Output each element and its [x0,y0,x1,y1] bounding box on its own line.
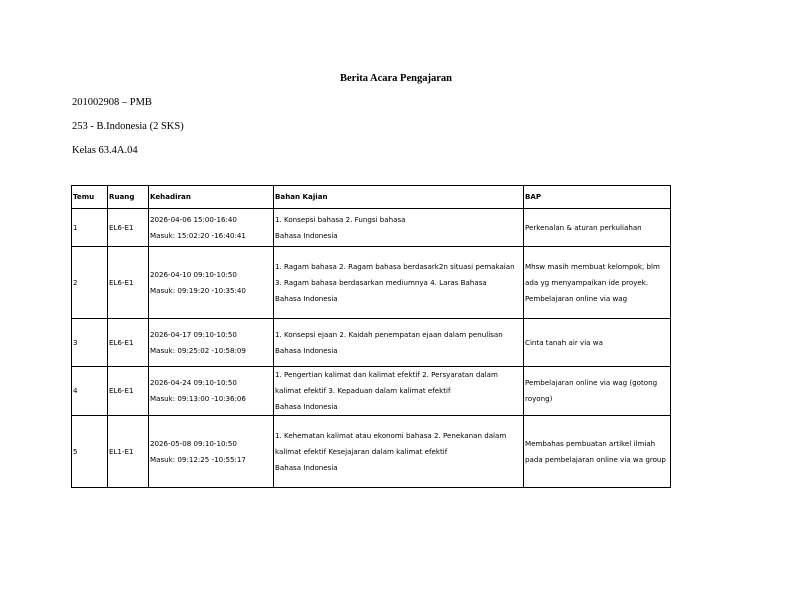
cell-bahan-kajian [274,367,524,416]
schedule-time: 2026-04-17 09:10-10:50 [150,329,237,339]
topic-text: 1. Konsepsi bahasa 2. Fungsi bahasa [275,214,406,224]
cell-bap: Membahas pembuatan artikel ilmiah pada pembelajaran online via wa group [524,416,671,488]
cell-ruang: EL6-E1 [108,319,149,367]
teaching-record-table [71,185,671,488]
checkin-time: Masuk: 09:25:02 -10:58:09 [150,345,246,355]
header-bahan-kajian: Bahan Kajian [274,186,524,209]
cell-bap: Perkenalan & aturan perkuliahan [524,209,671,247]
cell-kehadiran [149,209,274,247]
cell-temu: 1 [72,209,108,247]
schedule-time: 2026-04-10 09:10-10:50 [150,269,237,279]
cell-temu: 3 [72,319,108,367]
subject-text: Bahasa Indonesia [275,402,338,411]
topic-text: 1. Ragam bahasa 2. Ragam bahasa berdasark2n situasi pemakaian 3. Ragam bahasa berdasarkan mediumnya 4. Laras Bahasa [275,261,515,287]
header-ruang: Ruang [108,186,149,209]
cell-ruang: EL1-E1 [108,416,149,488]
header-bap: BAP [524,186,671,209]
checkin-time: Masuk: 09:13:00 -10:36:06 [150,394,246,403]
lecturer-code: 201002908 – PMB [72,97,152,108]
table-row [72,416,671,488]
cell-temu: 5 [72,416,108,488]
table-row [72,319,671,367]
cell-bap: Mhsw masih membuat kelompok, blm ada yg menyampaikan ide proyek. Pembelajaran online via wag [524,247,671,319]
checkin-time: Masuk: 09:12:25 -10:55:17 [150,454,246,464]
topic-text: 1. Konsepsi ejaan 2. Kaidah penempatan ejaan dalam penulisan [275,329,503,339]
schedule-time: 2026-04-06 15:00-16:40 [150,214,237,224]
subject-text: Bahasa Indonesia [275,462,338,472]
checkin-time: Masuk: 09:19:20 -10:35:40 [150,285,246,295]
table-row [72,367,671,416]
cell-bahan-kajian [274,209,524,247]
topic-text: 1. Pengertian kalimat dan kalimat efektif 2. Persyaratan dalam kalimat efektif 3. Kepaduan dalam kalimat efektif [275,370,498,395]
cell-kehadiran [149,247,274,319]
topic-text: 1. Kehematan kalimat atau ekonomi bahasa 2. Penekanan dalam kalimat efektif Kesejajaran dalam kalimat efektif [275,430,507,456]
cell-bahan-kajian [274,247,524,319]
header-temu: Temu [72,186,108,209]
cell-bahan-kajian [274,416,524,488]
cell-ruang: EL6-E1 [108,367,149,416]
cell-bahan-kajian [274,319,524,367]
cell-temu: 4 [72,367,108,416]
subject-text: Bahasa Indonesia [275,230,338,240]
course-name: 253 - B.Indonesia (2 SKS) [72,121,184,132]
cell-ruang: EL6-E1 [108,209,149,247]
table-header-row [72,186,671,209]
header-kehadiran: Kehadiran [149,186,274,209]
cell-bap: Cinta tanah air via wa [524,319,671,367]
table-row [72,247,671,319]
subject-text: Bahasa Indonesia [275,293,338,303]
cell-bap: Pembelajaran online via wag (gotong royong) [524,367,671,416]
cell-kehadiran [149,367,274,416]
cell-temu: 2 [72,247,108,319]
schedule-time: 2026-04-24 09:10-10:50 [150,378,237,387]
cell-ruang: EL6-E1 [108,247,149,319]
document-title: Berita Acara Pengajaran [340,73,452,84]
table-row [72,209,671,247]
cell-kehadiran [149,416,274,488]
cell-kehadiran [149,319,274,367]
schedule-time: 2026-05-08 09:10-10:50 [150,438,237,448]
subject-text: Bahasa Indonesia [275,345,338,355]
checkin-time: Masuk: 15:02:20 -16:40:41 [150,230,246,240]
class-name: Kelas 63.4A.04 [72,145,138,156]
